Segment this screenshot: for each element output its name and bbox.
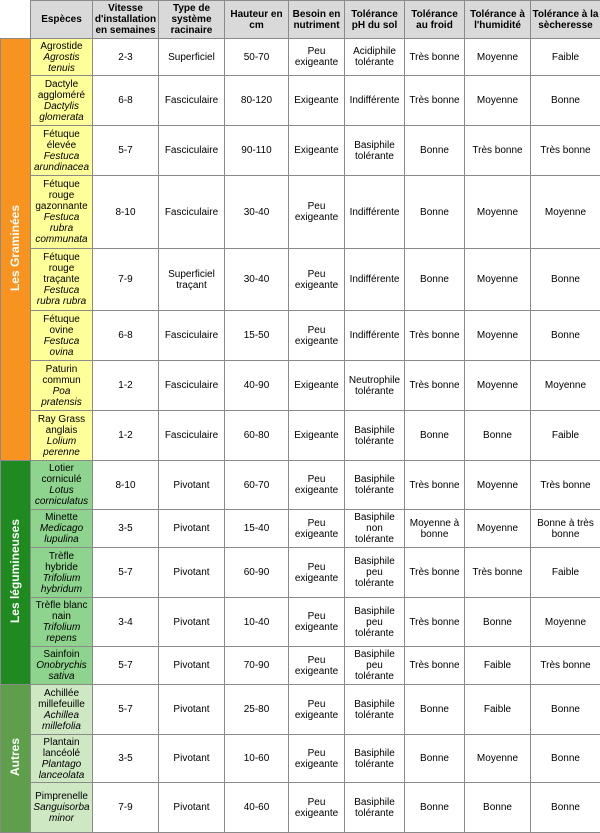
species-cell — [31, 361, 93, 411]
speed-cell: 8-10 — [93, 176, 159, 249]
drought-cell: Faible — [531, 39, 600, 76]
ph-cell: Indifférente — [345, 249, 405, 311]
species-cell — [31, 249, 93, 311]
table-row — [1, 735, 600, 783]
species-latin-name: Poa pratensis — [32, 386, 91, 408]
speed-cell: 5-7 — [93, 126, 159, 176]
speed-cell: 2-3 — [93, 39, 159, 76]
species-common-name: Fétuque rouge gazonnante — [32, 179, 91, 212]
nutrient-cell: Peu exigeante — [289, 783, 345, 833]
header-hauteur: Hauteur en cm — [225, 1, 289, 39]
ph-cell: Basiphile tolérante — [345, 411, 405, 461]
header-corner — [1, 1, 31, 39]
species-cell — [31, 735, 93, 783]
ph-cell: Indifférente — [345, 311, 405, 361]
cold-cell: Bonne — [405, 411, 465, 461]
speed-cell: 1-2 — [93, 361, 159, 411]
ph-cell: Basiphile peu tolérante — [345, 647, 405, 685]
species-cell — [31, 76, 93, 126]
species-latin-name: Medicago lupulina — [32, 523, 91, 545]
root-cell: Pivotant — [159, 685, 225, 735]
humidity-cell: Bonne — [465, 598, 531, 647]
cold-cell: Très bonne — [405, 39, 465, 76]
drought-cell: Très bonne — [531, 461, 600, 510]
humidity-cell: Moyenne — [465, 311, 531, 361]
height-cell: 60-90 — [225, 548, 289, 598]
ph-cell: Basiphile peu tolérante — [345, 548, 405, 598]
species-cell — [31, 126, 93, 176]
table-row — [1, 685, 600, 735]
species-common-name: Sainfoin — [32, 649, 91, 660]
header-row — [1, 1, 600, 39]
species-common-name: Ray Grass anglais — [32, 414, 91, 436]
species-cell — [31, 548, 93, 598]
cold-cell: Très bonne — [405, 361, 465, 411]
species-common-name: Trèfle blanc nain — [32, 600, 91, 622]
group-label: Autres — [10, 738, 21, 776]
species-latin-name: Lolium perenne — [32, 436, 91, 458]
height-cell: 60-80 — [225, 411, 289, 461]
cold-cell: Bonne — [405, 685, 465, 735]
table-row — [1, 249, 600, 311]
table-row — [1, 783, 600, 833]
height-cell: 50-70 — [225, 39, 289, 76]
humidity-cell: Moyenne — [465, 76, 531, 126]
group-label: Les légumineuses — [10, 519, 21, 623]
speed-cell: 7-9 — [93, 783, 159, 833]
ph-cell: Basiphile tolérante — [345, 685, 405, 735]
species-latin-name: Onobrychis sativa — [32, 660, 91, 682]
nutrient-cell: Peu exigeante — [289, 311, 345, 361]
cold-cell: Moyenne à bonne — [405, 510, 465, 548]
cold-cell: Très bonne — [405, 647, 465, 685]
header-vitesse: Vitesse d'installation en semaines — [93, 1, 159, 39]
ph-cell: Indifférente — [345, 76, 405, 126]
cold-cell: Très bonne — [405, 76, 465, 126]
root-cell: Superficiel traçant — [159, 249, 225, 311]
speed-cell: 5-7 — [93, 647, 159, 685]
speed-cell: 5-7 — [93, 685, 159, 735]
height-cell: 80-120 — [225, 76, 289, 126]
speed-cell: 5-7 — [93, 548, 159, 598]
species-common-name: Lotier corniculé — [32, 463, 91, 485]
species-cell — [31, 510, 93, 548]
header-froid: Tolérance au froid — [405, 1, 465, 39]
drought-cell: Moyenne — [531, 361, 600, 411]
ph-cell: Indifférente — [345, 176, 405, 249]
header-secheresse: Tolérance à la sècheresse — [531, 1, 600, 39]
species-cell — [31, 685, 93, 735]
humidity-cell: Faible — [465, 685, 531, 735]
species-common-name: Trèfle hybride — [32, 551, 91, 573]
ph-cell: Basiphile peu tolérante — [345, 598, 405, 647]
species-common-name: Plantain lancéolé — [32, 737, 91, 759]
root-cell: Fasciculaire — [159, 411, 225, 461]
root-cell: Pivotant — [159, 461, 225, 510]
drought-cell: Bonne à très bonne — [531, 510, 600, 548]
species-latin-name: Festuca arundinacea — [32, 151, 91, 173]
cold-cell: Bonne — [405, 176, 465, 249]
root-cell: Pivotant — [159, 647, 225, 685]
header-especes: Espèces — [31, 1, 93, 39]
root-cell: Fasciculaire — [159, 311, 225, 361]
root-cell: Fasciculaire — [159, 76, 225, 126]
humidity-cell: Faible — [465, 647, 531, 685]
nutrient-cell: Exigeante — [289, 361, 345, 411]
humidity-cell: Bonne — [465, 783, 531, 833]
height-cell: 70-90 — [225, 647, 289, 685]
nutrient-cell: Peu exigeante — [289, 461, 345, 510]
group-label: Les Graminées — [10, 205, 21, 291]
root-cell: Superficiel — [159, 39, 225, 76]
species-latin-name: Trifolium repens — [32, 622, 91, 644]
nutrient-cell: Exigeante — [289, 126, 345, 176]
species-latin-name: Plantago lanceolata — [32, 759, 91, 781]
speed-cell: 7-9 — [93, 249, 159, 311]
root-cell: Pivotant — [159, 510, 225, 548]
drought-cell: Moyenne — [531, 176, 600, 249]
nutrient-cell: Exigeante — [289, 411, 345, 461]
table-row — [1, 176, 600, 249]
nutrient-cell: Peu exigeante — [289, 249, 345, 311]
drought-cell: Bonne — [531, 783, 600, 833]
height-cell: 30-40 — [225, 176, 289, 249]
species-latin-name: Dactylis glomerata — [32, 101, 91, 123]
speed-cell: 1-2 — [93, 411, 159, 461]
humidity-cell: Moyenne — [465, 176, 531, 249]
root-cell: Fasciculaire — [159, 126, 225, 176]
cold-cell: Bonne — [405, 735, 465, 783]
table-body — [1, 39, 600, 833]
root-cell: Pivotant — [159, 598, 225, 647]
humidity-cell: Moyenne — [465, 461, 531, 510]
height-cell: 15-40 — [225, 510, 289, 548]
group-label-cell — [1, 39, 31, 461]
species-cell — [31, 647, 93, 685]
humidity-cell: Moyenne — [465, 39, 531, 76]
humidity-cell: Très bonne — [465, 126, 531, 176]
speed-cell: 3-4 — [93, 598, 159, 647]
nutrient-cell: Peu exigeante — [289, 176, 345, 249]
drought-cell: Faible — [531, 411, 600, 461]
height-cell: 15-50 — [225, 311, 289, 361]
nutrient-cell: Exigeante — [289, 76, 345, 126]
cold-cell: Très bonne — [405, 598, 465, 647]
species-cell — [31, 783, 93, 833]
species-latin-name: Lotus corniculatus — [32, 485, 91, 507]
ph-cell: Basiphile tolérante — [345, 126, 405, 176]
species-cell — [31, 461, 93, 510]
speed-cell: 8-10 — [93, 461, 159, 510]
species-cell — [31, 411, 93, 461]
species-cell — [31, 311, 93, 361]
table-row — [1, 598, 600, 647]
root-cell: Fasciculaire — [159, 176, 225, 249]
height-cell: 60-70 — [225, 461, 289, 510]
humidity-cell: Moyenne — [465, 510, 531, 548]
species-common-name: Fétuque rouge traçante — [32, 252, 91, 285]
humidity-cell: Moyenne — [465, 249, 531, 311]
species-common-name: Achillée millefeuille — [32, 688, 91, 710]
header-racinaire: Type de système racinaire — [159, 1, 225, 39]
nutrient-cell: Peu exigeante — [289, 39, 345, 76]
height-cell: 10-40 — [225, 598, 289, 647]
table-row — [1, 411, 600, 461]
drought-cell: Très bonne — [531, 126, 600, 176]
drought-cell: Moyenne — [531, 598, 600, 647]
height-cell: 25-80 — [225, 685, 289, 735]
species-cell — [31, 176, 93, 249]
height-cell: 40-60 — [225, 783, 289, 833]
ph-cell: Basiphile tolérante — [345, 461, 405, 510]
height-cell: 30-40 — [225, 249, 289, 311]
drought-cell: Bonne — [531, 685, 600, 735]
nutrient-cell: Peu exigeante — [289, 510, 345, 548]
humidity-cell: Très bonne — [465, 548, 531, 598]
nutrient-cell: Peu exigeante — [289, 598, 345, 647]
drought-cell: Bonne — [531, 249, 600, 311]
cold-cell: Très bonne — [405, 461, 465, 510]
humidity-cell: Moyenne — [465, 735, 531, 783]
species-common-name: Fétuque ovine — [32, 314, 91, 336]
species-latin-name: Achillea millefolia — [32, 710, 91, 732]
species-common-name: Minette — [32, 512, 91, 523]
speed-cell: 3-5 — [93, 510, 159, 548]
nutrient-cell: Peu exigeante — [289, 685, 345, 735]
table-row — [1, 126, 600, 176]
ph-cell: Basiphile non tolérante — [345, 510, 405, 548]
root-cell: Fasciculaire — [159, 361, 225, 411]
species-common-name: Dactyle aggloméré — [32, 79, 91, 101]
drought-cell: Bonne — [531, 76, 600, 126]
species-common-name: Fétuque élevée — [32, 129, 91, 151]
cold-cell: Bonne — [405, 783, 465, 833]
species-common-name: Agrostide — [32, 41, 91, 52]
drought-cell: Très bonne — [531, 647, 600, 685]
height-cell: 10-60 — [225, 735, 289, 783]
species-latin-name: Sanguisorba minor — [32, 802, 91, 824]
species-latin-name: Trifolium hybridum — [32, 573, 91, 595]
speed-cell: 3-5 — [93, 735, 159, 783]
cold-cell: Très bonne — [405, 311, 465, 361]
ph-cell: Basiphile tolérante — [345, 783, 405, 833]
height-cell: 90-110 — [225, 126, 289, 176]
height-cell: 40-90 — [225, 361, 289, 411]
root-cell: Pivotant — [159, 548, 225, 598]
group-label-cell — [1, 461, 31, 685]
species-latin-name: Festuca rubra rubra — [32, 285, 91, 307]
species-common-name: Pimprenelle — [32, 791, 91, 802]
table-row — [1, 510, 600, 548]
header-nutriment: Besoin en nutriment — [289, 1, 345, 39]
header-humidite: Tolérance à l'humidité — [465, 1, 531, 39]
drought-cell: Bonne — [531, 735, 600, 783]
species-latin-name: Festuca ovina — [32, 336, 91, 358]
cold-cell: Bonne — [405, 249, 465, 311]
header-ph: Tolérance pH du sol — [345, 1, 405, 39]
ph-cell: Acidiphile tolérante — [345, 39, 405, 76]
species-latin-name: Agrostis tenuis — [32, 52, 91, 74]
species-latin-name: Festuca rubra communata — [32, 212, 91, 245]
table-row — [1, 76, 600, 126]
cold-cell: Bonne — [405, 126, 465, 176]
table-row — [1, 461, 600, 510]
species-common-name: Paturin commun — [32, 364, 91, 386]
cold-cell: Très bonne — [405, 548, 465, 598]
nutrient-cell: Peu exigeante — [289, 735, 345, 783]
table-row — [1, 311, 600, 361]
table-row — [1, 39, 600, 76]
nutrient-cell: Peu exigeante — [289, 548, 345, 598]
speed-cell: 6-8 — [93, 311, 159, 361]
drought-cell: Bonne — [531, 311, 600, 361]
table-row — [1, 647, 600, 685]
group-label-cell — [1, 685, 31, 833]
ph-cell: Basiphile tolérante — [345, 735, 405, 783]
ph-cell: Neutrophile tolérante — [345, 361, 405, 411]
humidity-cell: Moyenne — [465, 361, 531, 411]
drought-cell: Faible — [531, 548, 600, 598]
humidity-cell: Bonne — [465, 411, 531, 461]
speed-cell: 6-8 — [93, 76, 159, 126]
root-cell: Pivotant — [159, 735, 225, 783]
species-cell — [31, 39, 93, 76]
table-row — [1, 361, 600, 411]
nutrient-cell: Peu exigeante — [289, 647, 345, 685]
root-cell: Pivotant — [159, 783, 225, 833]
table-row — [1, 548, 600, 598]
species-cell — [31, 598, 93, 647]
